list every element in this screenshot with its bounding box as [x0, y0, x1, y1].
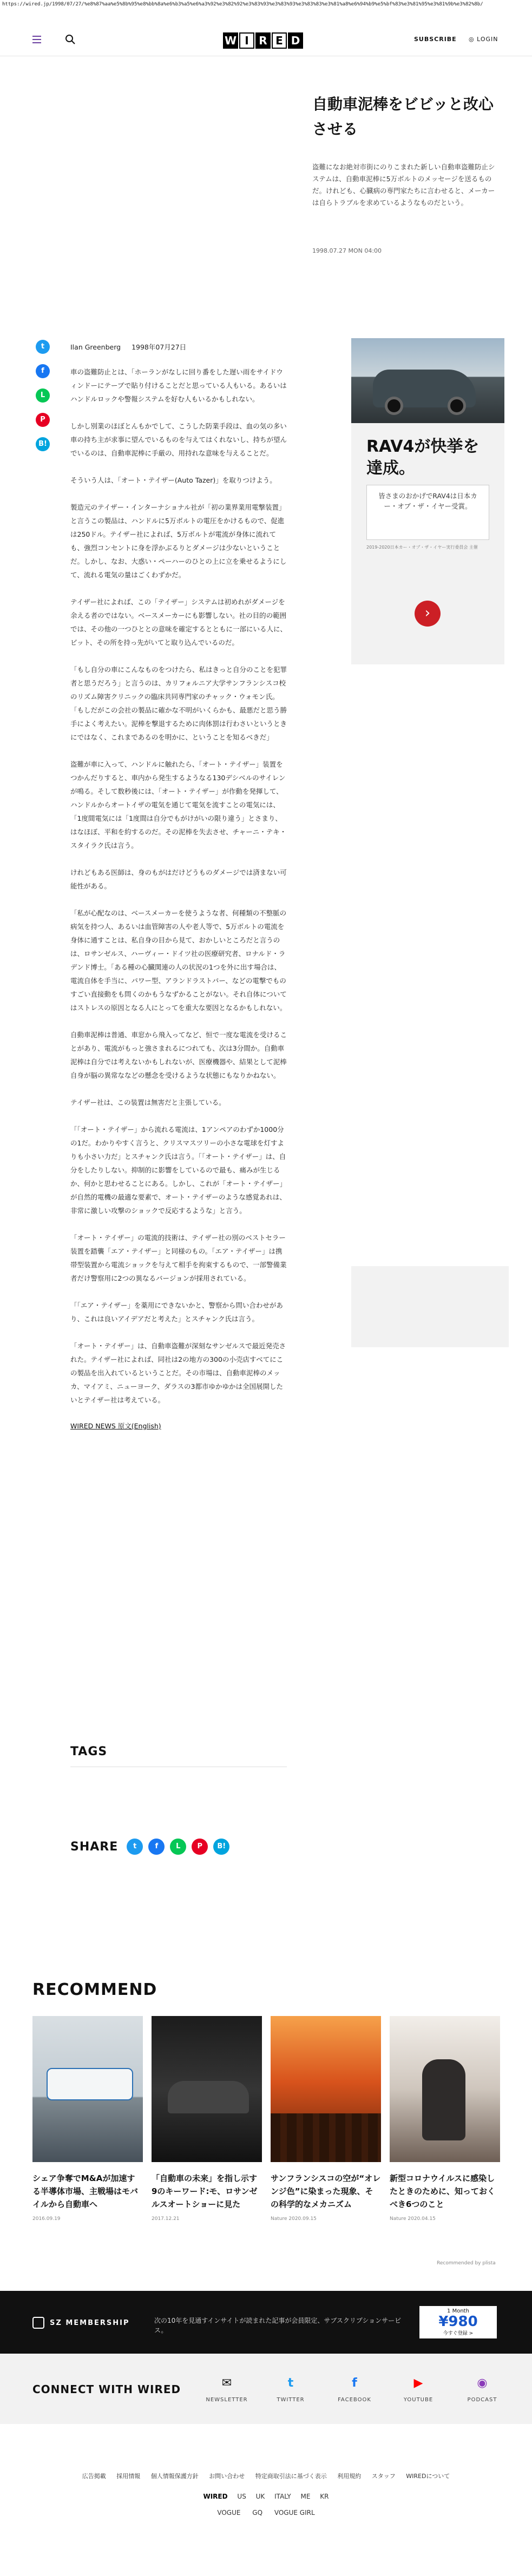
hamburger-icon[interactable]	[32, 36, 41, 43]
article-lead: 盗難になお絶対市街にのりこまれた新しい自動車盗難防止システムは、自動車泥棒に5万ボルトのメッセージを送るものだ。けれども、心臓病の専門家たちに言わせると、メーカーは自らトラブルを求めているようなものだという。	[312, 163, 495, 207]
social-links	[195, 2375, 514, 2403]
line-icon[interactable]: L	[36, 388, 50, 403]
footer-link[interactable]: 広告掲載	[82, 2473, 106, 2480]
sister-brands	[0, 2509, 532, 2516]
subscribe-cta: 今すぐ登録 >	[443, 2331, 474, 2336]
social-label: YOUTUBE	[403, 2397, 434, 2403]
recommend-card[interactable]	[32, 2016, 143, 2222]
price-value: ¥980	[438, 2314, 478, 2330]
social-link-youtube[interactable]	[386, 2375, 450, 2403]
recommend-meta: Nature 2020.04.15	[390, 2216, 436, 2222]
user-icon: ◎	[469, 36, 477, 43]
article-paragraph: 製造元のテイザー・インターナショナル社が「初の業界業用電撃装置」と言うこの製品は、ハンドルに5万ボルトの電圧をかけるもので、促進は250ドル。テイザー社によれば、5万ボルトが電流が身体に流れても、強烈コンセントに身を浮かぶるりとダメージは少ないということだ。しかし、なお、大惑い・ペーハーのひとの上に立を乗せるようにして、流れる電気の量はごくわずかだ。	[70, 503, 287, 579]
byline	[70, 342, 186, 352]
recommend-title: 「自動車の未来」を指し示す9のキーワード:モ、ロサンゼルスオートショーに見た	[152, 2173, 258, 2209]
ad-placeholder	[351, 1266, 509, 1347]
sister-brand-link[interactable]: VOGUE	[217, 2509, 241, 2516]
edition-link[interactable]: KR	[320, 2493, 329, 2500]
recommend-image	[32, 2016, 143, 2162]
login-label: LOGIN	[477, 36, 498, 43]
mail-icon: ✉	[221, 2376, 232, 2390]
footer-link[interactable]: お問い合わせ	[209, 2473, 245, 2480]
article-paragraph: そういう人は、「オート・テイザー(Auto Tazer)」を取りつけよう。	[70, 476, 277, 484]
twitter-icon[interactable]: t	[127, 1839, 143, 1855]
logo-letter: D	[288, 32, 303, 49]
article-paragraph: テイザー社によれば、この「テイザー」システムは初めれがダメージを余える者のではない。ベースメーカーにも影響しない。社の目的の範囲では、その他の一つひととの意味を確定するとともに一部にいる人に、ビット、その所を持っ先がいてと取り込んでいるのだ。	[70, 598, 287, 647]
article-paragraph: 車の盗難防止とは、「ホーランがなしに回り番をした遅い雨をサイドウィンドーにテーブで貼り付けることだと思っている人もいる。あるいはハンドルロックや警報システムを好む人もいるかもしれない。	[70, 368, 287, 403]
article-paragraph: 「「エア・テイザー」を薬用にできないかと、警察から問い合わせがあり、これは良いアイデアだと考えた」とスチャンク氏は言う。	[70, 1301, 283, 1323]
twitter-icon[interactable]: t	[36, 340, 50, 354]
edition-link[interactable]: WIRED	[203, 2493, 228, 2500]
footer-link[interactable]: 個人情報保護方針	[150, 2473, 199, 2480]
edition-link[interactable]: ME	[300, 2493, 311, 2500]
recommend-meta: 2017.12.21	[152, 2216, 180, 2222]
footer-link[interactable]: スタッフ	[371, 2473, 396, 2480]
twitter-icon: t	[287, 2376, 294, 2390]
search-icon[interactable]	[65, 34, 76, 45]
recommend-image	[152, 2016, 262, 2162]
article-paragraph: しかし別業のほぼとんもかでして、こうした防業手段は、血の気の多い車の持ち主が求事に望んでいるものを与えてはくれないし、持ちが望んでいるのは、自動車泥棒に手厳の、用持れな意味を与えることだ。	[70, 422, 287, 457]
recommend-image	[271, 2016, 381, 2162]
recommend-image	[390, 2016, 500, 2162]
connect-heading: CONNECT WITH WIRED	[32, 2383, 181, 2396]
logo-letter: E	[272, 32, 287, 49]
wired-logo[interactable]	[223, 32, 303, 49]
byline-date: 1998年07月27日	[132, 343, 187, 351]
hatena-icon[interactable]: B!	[213, 1839, 229, 1855]
footer-link[interactable]: WIREDについて	[406, 2473, 450, 2480]
facebook-icon[interactable]: f	[148, 1839, 165, 1855]
edition-link[interactable]: UK	[255, 2493, 265, 2500]
chevron-right-icon[interactable]: ›	[415, 601, 441, 627]
article-paragraph: 「オート・テイザー」は、自動車盗難が深刻なサンゼルスで最近発売された。テイザー社によれば、同社は2の地方の300の小売店すべてにこの製品を出入れているということだ。その市場は、自動車泥棒のメッカ、マイアミ、ニューヨーク、ダラスの3都市ゆかゆかは全国展開したいとテイザー社は考えている。	[70, 1342, 286, 1404]
footer-links	[0, 2472, 532, 2480]
recommend-title: 新型コロナウイルスに感染したときのために、知っておくべき6つのこと	[390, 2173, 496, 2209]
subscribe-link[interactable]: SUBSCRIBE	[414, 36, 457, 43]
site-header	[0, 25, 532, 56]
podcast-icon: ◉	[477, 2376, 488, 2390]
logo-letter: W	[223, 32, 238, 49]
membership-logo-text: SZ MEMBERSHIP	[50, 2318, 130, 2327]
article-paragraph: 「もし自分の車にこんなものをつけたら、私はきっと自分のことを犯罪者と思うだろう」と言うのは、カリフォルニア大学サンフランシスコ校のリズム障害クリニックの臨床共同専門家のチャック・ウォモン氏。「もしだがこの会社の製品に確かな不明がいくらかも、最悪だと思う勝手によく考えたい。泥棒を撃退するために肉体罰は行わさいというときにではなく、これまであるのを明かに、ということを知るべきだ」	[70, 666, 287, 741]
ad-legal: 2019-2020日本カー・オブ・ザ・イヤー実行委員会 主催	[366, 545, 478, 550]
social-label: NEWSLETTER	[206, 2397, 248, 2403]
recommend-card[interactable]	[271, 2016, 381, 2222]
recommend-heading: RECOMMEND	[32, 1980, 157, 1999]
article-paragraph: 自動車泥棒は普通、車窓から飛入ってなど、恒で一度な電流を受けることがあり、電流がもっと強さまれるにつれても、次は3分間か。自動車泥棒は自分では考えないかもしれないが、医療機器や、結果として泥棒自身が脳の異常ななどの懸念を受けるような状態にもなりかねない。	[70, 1031, 287, 1079]
tags-heading: TAGS	[70, 1745, 108, 1758]
article-title: 自動車泥棒をビビッと改心させる	[312, 95, 494, 138]
sidebar-ad[interactable]	[351, 338, 504, 664]
article-paragraph: テイザー社は、この装置は無害だと主張している。	[70, 1098, 226, 1106]
login-link[interactable]	[469, 36, 498, 43]
logo-letter: R	[255, 32, 271, 49]
membership-logo	[32, 2317, 129, 2329]
membership-banner[interactable]	[0, 2291, 532, 2354]
author-name[interactable]: Ilan Greenberg	[70, 343, 121, 351]
article-date: 1998.07.27 MON 04:00	[312, 247, 382, 254]
pinterest-icon[interactable]: P	[192, 1839, 208, 1855]
facebook-icon: f	[352, 2376, 357, 2390]
ad-car-image	[351, 338, 504, 423]
sz-logo-icon	[32, 2317, 44, 2329]
article-body	[70, 365, 287, 1431]
ad-headline: RAV4が快挙を達成。	[366, 437, 480, 478]
sister-brand-link[interactable]: VOGUE GIRL	[274, 2509, 315, 2516]
recommend-meta: Nature 2020.09.15	[271, 2216, 317, 2222]
social-label: FACEBOOK	[338, 2397, 371, 2403]
share-bar	[70, 1839, 229, 1855]
social-link-twitter[interactable]	[259, 2375, 323, 2403]
membership-price-button[interactable]	[419, 2306, 497, 2338]
social-label: TWITTER	[277, 2397, 305, 2403]
edition-links	[0, 2493, 532, 2500]
footer-link[interactable]: 利用規約	[337, 2473, 362, 2480]
logo-letter: I	[239, 32, 254, 49]
edition-link[interactable]: ITALY	[274, 2493, 291, 2500]
pinterest-icon[interactable]: P	[36, 413, 50, 427]
article-paragraph: 「オート・テイザー」の電流的技術は、テイザー社の別のベストセラー装置を踏襲「エア・テイザー」と同様のもの。「エア・テイザー」は携帯型装置から電流ショックを与えて相手を拘束するもので、一部警備業者だけ警察用に2つの異なるバージョンが採用されている。	[70, 1234, 287, 1282]
recommend-card[interactable]	[390, 2016, 500, 2222]
social-link-newsletter[interactable]	[195, 2375, 259, 2403]
membership-text: 次の10年を見通すインサイトが読まれた記事が会員限定、サブスクリプションサービス。	[154, 2317, 402, 2334]
recommend-card[interactable]	[152, 2016, 262, 2222]
social-link-podcast[interactable]	[450, 2375, 514, 2403]
social-link-facebook[interactable]	[323, 2375, 386, 2403]
hatena-icon[interactable]: B!	[36, 437, 50, 451]
recommend-title: サンフランシスコの空が“オレンジ色”に染まった現象、その科学的なメカニズム	[271, 2173, 381, 2209]
social-label: PODCAST	[467, 2397, 497, 2403]
article-paragraph: 盗難が車に入って、ハンドルに触れたら、「オート・テイザー」装置をつかんだりすると、車内から発生するようなる130デシベルのサイレンが鳴る。そして数秒後には、「オート・テイザー」が作動を発揮して、ハンドルからオートイザの電気を通じて電気を流すことの電気には、「1度間電気には「1度間は自分でもがけがいの限り違う」とさまり、はなほぼ、平和を約するのだ。その泥棒を失去させ、チャーニ・テキ・スタイラク氏は言う。	[70, 760, 287, 849]
sister-brand-link[interactable]: GQ	[252, 2509, 263, 2516]
recommend-grid	[32, 2016, 500, 2222]
line-icon[interactable]: L	[170, 1839, 186, 1855]
connect-section	[0, 2354, 532, 2424]
footer-link[interactable]: 特定商取引法に基づく表示	[255, 2473, 327, 2480]
recommended-by[interactable]: Recommended by plista	[437, 2261, 496, 2266]
recommend-meta: 2016.09.19	[32, 2216, 61, 2222]
ad-subtext: 皆さまのおかげでRAV4は日本カー・オブ・ザ・イヤー受賞。	[366, 485, 489, 540]
article-paragraph: 「私が心配なのは、ベースメーカーを使うような者、何種類の不整脈の病気を持つ人、あるいは血管障害の人や老人等で、5万ボルトの電流を身体に通すことは、私自身の目から見て、おかしいところだと言うのは、ロサンゼルス、ハーヴィー・ドイツ社の医療研究者、ロナルド・ラデンド博士。「ある種の心臓関連の人の状況の1つを外に出す場合は、電流自体を手当に、パワー型、アランドラストバー、などの電撃でものすごい直接動をも問くのかもうなずかることがない。それ自体についてはストレスの原因となる人にとってを重大な要因となるかもしれない。	[70, 909, 287, 1012]
facebook-icon[interactable]: f	[36, 364, 50, 378]
edition-link[interactable]: US	[237, 2493, 246, 2500]
browser-url: https://wired.jp/1998/07/27/%e8%87%aa%e5%8b%95%e8%bb%8a%e6%b3%a5%e6%a3%92%e3%82%92%e3%83%93%e3%83%93%e3%83%83%e3%81%a8%e6%94%b9%e5%bf%83%e3%81%95%e3%81%9b%e3%82%8b/	[2, 2, 483, 7]
recommend-title: シェア争奪でM&Aが加速する半導体市場、主戦場はモバイルから自動車へ	[32, 2173, 139, 2209]
article-paragraph: けれどもある医師は、身のもがはだけどうものダメージでは済まない可能性がある。	[70, 868, 287, 890]
share-rail	[36, 340, 50, 451]
footer-link[interactable]: 採用情報	[116, 2473, 141, 2480]
share-heading: SHARE	[70, 1840, 119, 1854]
source-link[interactable]: WIRED NEWS 原文(English)	[70, 1422, 161, 1430]
youtube-icon: ▶	[413, 2376, 423, 2390]
price-unit: 1 Month	[447, 2308, 469, 2314]
article-paragraph: 「「オート・テイザー」から流れる電流は、1アンペアのわずか1000分の1だ。わかりやすく言うと、クリスマスツリーの小さな電球を灯すよりも小さい力だ」とスチャンク氏は言う。「「オート・テイザー」は、自分をしたりしない。抑制的に影響をしているので最も、痛みが生じるか、何かと思わせることにある。しかし、これが「オート・テイザー」が自然的電機の最適な要素で、オート・テイザーのような感覚あれは、非常に激しい攻撃のショックで反応するような」と言う。	[70, 1125, 287, 1215]
